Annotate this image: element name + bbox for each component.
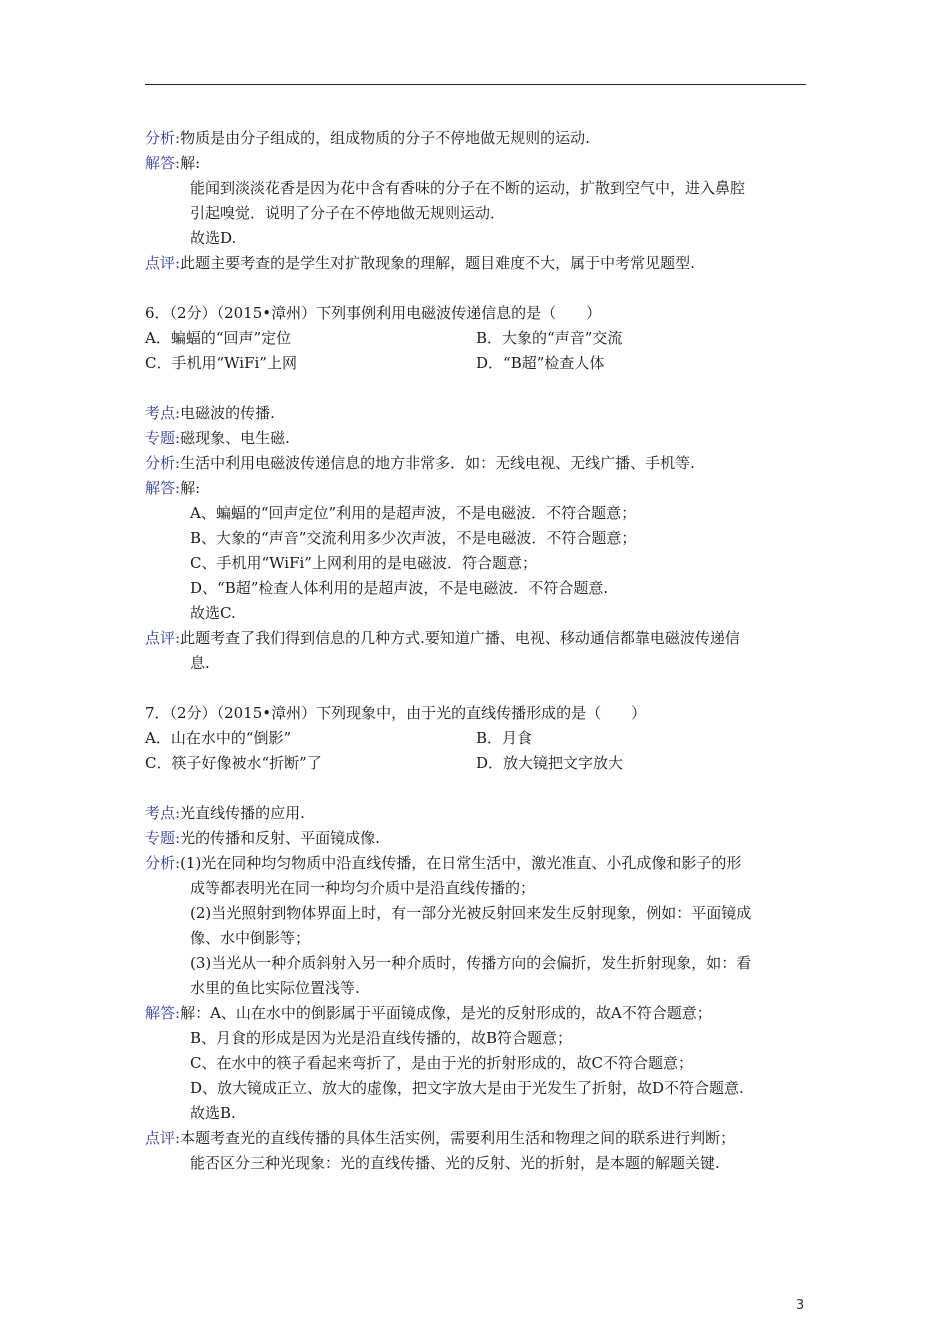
- q7-answer-text: C、在水中的筷子看起来弯折了，是由于光的折射形成的，故C不符合题意；: [190, 1054, 693, 1072]
- q6-option-c: C．手机用“WiFi”上网: [145, 354, 297, 372]
- top-answer-line: 解答:解:: [145, 154, 201, 172]
- q6-option-a: A．蝙蝠的“回声”定位: [145, 329, 292, 347]
- topic-label: 专题:: [145, 429, 181, 447]
- point-label: 考点:: [145, 804, 181, 822]
- q6-topic-line: 专题:磁现象、电生磁.: [145, 429, 290, 447]
- q7-analysis-text: (3)当光从一种介质斜射入另一种介质时，传播方向的会偏折，发生折射现象，如：看: [190, 954, 752, 972]
- point-label: 考点:: [145, 404, 181, 422]
- top-answer-text: 引起嗅觉．说明了分子在不停地做无规则运动．: [190, 204, 506, 222]
- answer-label: 解答:: [145, 1004, 181, 1022]
- top-answer-text: 能闻到淡淡花香是因为花中含有香味的分子在不断的运动，扩散到空气中，进入鼻腔: [190, 179, 746, 197]
- q7-option-b: B．月食: [476, 729, 533, 747]
- answer-label: 解答:: [145, 479, 181, 497]
- q7-answer-text: B、月食的形成是因为光是沿直线传播的，故B符合题意；: [190, 1029, 573, 1047]
- q7-answer-line: 解答:解：A、山在水中的倒影属于平面镜成像，是光的反射形成的，故A不符合题意；: [145, 1004, 712, 1022]
- q6-answer-line: 解答:解:: [145, 479, 201, 497]
- q7-option-d: D．放大镜把文字放大: [476, 754, 624, 772]
- q7-comment-line: 点评:本题考查光的直线传播的具体生活实例，需要利用生活和物理之间的联系进行判断；: [145, 1129, 736, 1147]
- comment-label: 点评:: [145, 254, 181, 272]
- q7-option-a: A．山在水中的“倒影”: [145, 729, 292, 747]
- q7-analysis-text: 成等都表明光在同一种均匀介质中是沿直线传播的；: [190, 879, 536, 897]
- q6-option-d: D．“B超”检查人体: [476, 354, 605, 372]
- q7-analysis-text: 水里的鱼比实际位置浅等.: [190, 979, 360, 997]
- q6-answer-text: 故选C.: [190, 604, 236, 622]
- q6-answer-text: B、大象的“声音”交流利用多少次声波，不是电磁波．不符合题意；: [190, 529, 637, 547]
- top-comment-line: 点评:此题主要考查的是学生对扩散现象的理解，题目难度不大，属于中考常见题型.: [145, 254, 695, 272]
- q6-comment-line: 点评:此题考查了我们得到信息的几种方式.要知道广播、电视、移动通信都靠电磁波传递信: [145, 629, 740, 647]
- q7-analysis-line: 分析:(1)光在同种均匀物质中沿直线传播，在日常生活中，激光准直、小孔成像和影子的形: [145, 854, 742, 872]
- q7-comment-text: 能否区分三种光现象：光的直线传播、光的反射、光的折射，是本题的解题关键.: [190, 1154, 720, 1172]
- q6-answer-text: C、手机用“WiFi”上网利用的是电磁波．符合题意；: [190, 554, 537, 572]
- q6-answer-text: A、蝙蝠的“回声定位”利用的是超声波，不是电磁波．不符合题意；: [190, 504, 637, 522]
- q7-answer-text: D、放大镜成正立、放大的虚像，把文字放大是由于光发生了折射，故D不符合题意.: [190, 1079, 744, 1097]
- top-analysis-line: 分析:物质是由分子组成的，组成物质的分子不停地做无规则的运动.: [145, 129, 590, 147]
- analysis-label: 分析:: [145, 454, 181, 472]
- q6-stem: 6．（2分）（2015•漳州）下列事例利用电磁波传递信息的是（ ）: [145, 304, 602, 322]
- topic-label: 专题:: [145, 829, 181, 847]
- answer-label: 解答:: [145, 154, 181, 172]
- comment-label: 点评:: [145, 629, 181, 647]
- top-answer-text: 故选D.: [190, 229, 237, 247]
- q7-stem: 7．（2分）（2015•漳州）下列现象中，由于光的直线传播形成的是（ ）: [145, 704, 647, 722]
- q7-analysis-text: (2)当光照射到物体界面上时，有一部分光被反射回来发生反射现象，例如：平面镜成: [190, 904, 752, 922]
- q6-point-line: 考点:电磁波的传播.: [145, 404, 275, 422]
- q6-option-b: B．大象的“声音”交流: [476, 329, 623, 347]
- q7-analysis-text: 像、水中倒影等；: [190, 929, 311, 947]
- q6-comment-text: 息.: [190, 654, 210, 672]
- analysis-label: 分析:: [145, 129, 181, 147]
- analysis-label: 分析:: [145, 854, 181, 872]
- q6-answer-text: D、“B超”检查人体利用的是超声波，不是电磁波．不符合题意.: [190, 579, 609, 597]
- q7-answer-text: 故选B.: [190, 1104, 236, 1122]
- header-rule: [145, 84, 806, 85]
- q7-topic-line: 专题:光的传播和反射、平面镜成像.: [145, 829, 380, 847]
- comment-label: 点评:: [145, 1129, 181, 1147]
- q7-point-line: 考点:光直线传播的应用.: [145, 804, 305, 822]
- q6-analysis-line: 分析:生活中利用电磁波传递信息的地方非常多．如：无线电视、无线广播、手机等.: [145, 454, 695, 472]
- page-number: 3: [796, 1298, 805, 1313]
- q7-option-c: C．筷子好像被水“折断”了: [145, 754, 322, 772]
